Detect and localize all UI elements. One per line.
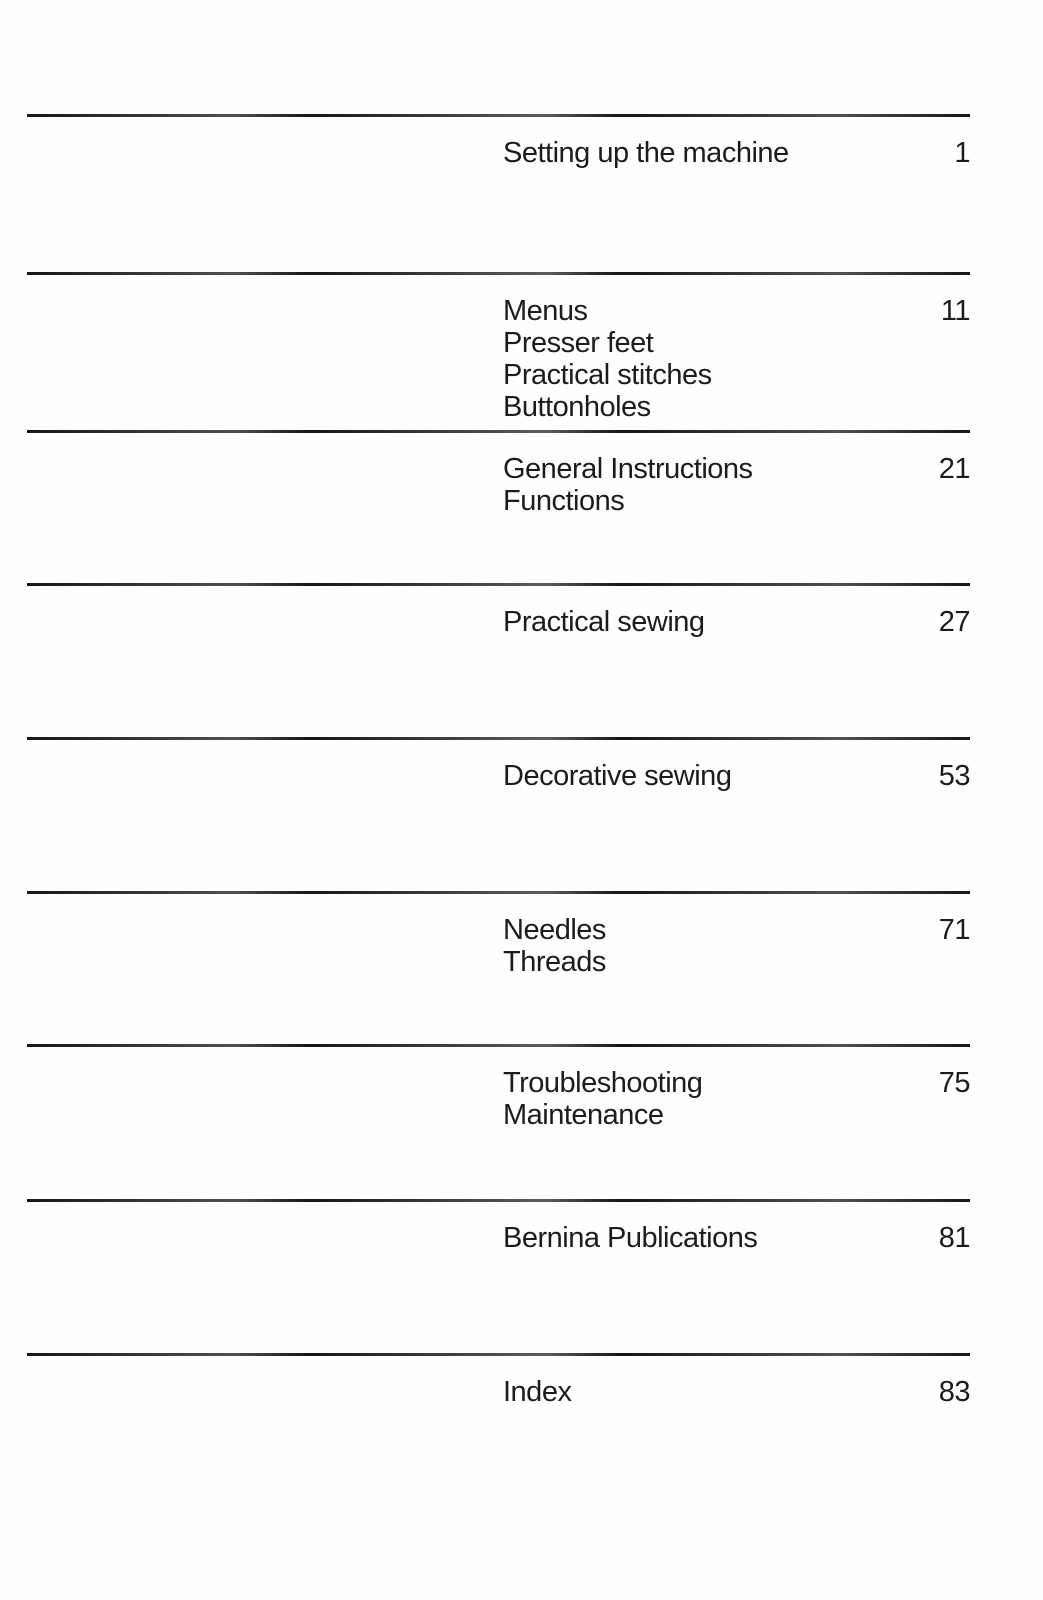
toc-page-number: 11: [940, 295, 970, 327]
toc-titles: [503, 606, 705, 638]
toc-entry-title: Presser feet: [503, 327, 654, 359]
toc-section-practical-sewing: [27, 583, 970, 638]
toc-entry-title: Practical sewing: [503, 606, 705, 638]
toc-entry-title: Bernina Publications: [503, 1222, 758, 1254]
toc-entry-title: Needles: [503, 914, 606, 946]
toc-page-number: 81: [938, 1222, 970, 1254]
toc-titles: [503, 760, 731, 792]
toc-page-number: 21: [938, 453, 970, 485]
toc-entry-title: Buttonholes: [503, 391, 651, 423]
toc-entry-title: Index: [503, 1376, 572, 1408]
toc-entry-title: General Instructions: [503, 453, 753, 485]
toc-entry-title: Practical stitches: [503, 359, 712, 391]
toc-titles: [503, 1376, 571, 1408]
toc-section-setting-up: [27, 114, 970, 169]
toc-row: [27, 914, 970, 978]
toc-entry-title: Functions: [503, 485, 625, 517]
toc-titles: [503, 914, 606, 978]
toc-section-needles-threads: [27, 891, 970, 978]
toc-page-number: 53: [938, 760, 970, 792]
toc-row: [27, 137, 970, 169]
toc-section-index: [27, 1353, 970, 1408]
toc-section-general-instructions: [27, 430, 970, 517]
toc-row: [27, 1376, 970, 1408]
toc-entry-title: Setting up the machine: [503, 137, 789, 169]
toc-page-number: 75: [938, 1067, 970, 1099]
toc-row: [27, 295, 970, 423]
toc-section-decorative-sewing: [27, 737, 970, 792]
toc-page-number: 27: [938, 606, 970, 638]
toc-page-number: 83: [938, 1376, 970, 1408]
toc-row: [27, 453, 970, 517]
toc-entry-title: Maintenance: [503, 1099, 664, 1131]
toc-section-troubleshooting: [27, 1044, 970, 1131]
toc-row: [27, 760, 970, 792]
toc-page-number: 71: [938, 914, 970, 946]
toc-entry-title: Decorative sewing: [503, 760, 732, 792]
toc-row: [27, 1222, 970, 1254]
toc-titles: [503, 1222, 757, 1254]
toc-section-bernina-publications: [27, 1199, 970, 1254]
toc-entry-title: Threads: [503, 946, 606, 978]
toc-page-number: 1: [954, 137, 970, 169]
toc-entry-title: Troubleshooting: [503, 1067, 703, 1099]
toc-section-menus: [27, 272, 970, 423]
toc-row: [27, 1067, 970, 1131]
toc-titles: [503, 137, 789, 169]
toc-titles: [503, 1067, 702, 1131]
toc-row: [27, 606, 970, 638]
toc-titles: [503, 295, 712, 423]
toc-entry-title: Menus: [503, 295, 588, 327]
toc-titles: [503, 453, 753, 517]
